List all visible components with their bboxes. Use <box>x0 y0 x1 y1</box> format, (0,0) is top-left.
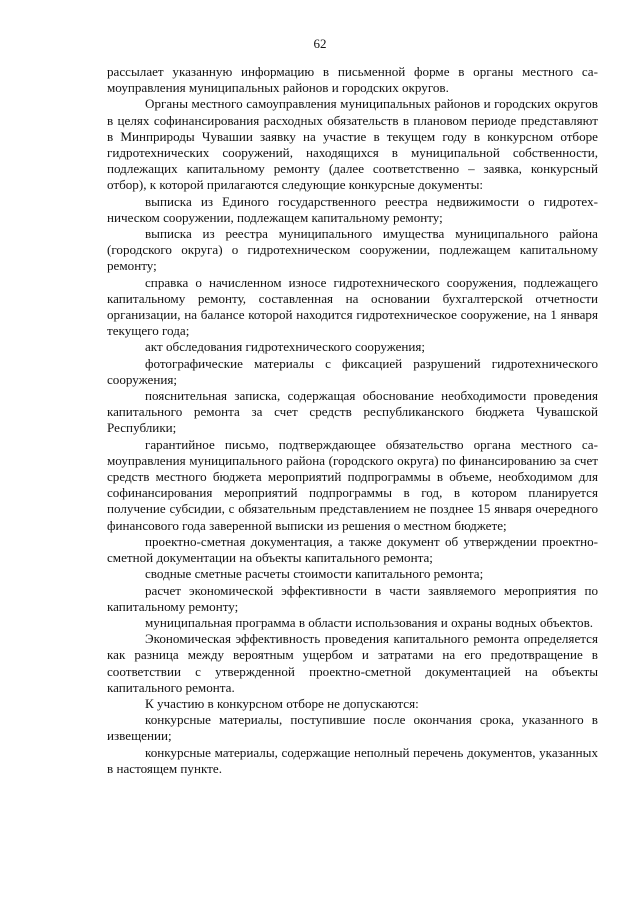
body-paragraph: фотографические материалы с фиксацией разрушений гидротехнического сооружения; <box>107 355 598 387</box>
body-paragraph: выписка из Единого государственного реестра недвижимости о гидротехническом сооружении, подлежащем капитальному ремонту; <box>107 193 598 225</box>
document-body <box>107 64 598 777</box>
body-paragraph: акт обследования гидротехнического сооружения; <box>145 339 426 355</box>
body-paragraph: рассылает указанную информацию в письменной форме в органы местного самоуправления муниципальных районов и городских округов. <box>107 64 598 96</box>
body-paragraph: К участию в конкурсном отборе не допускаются: <box>145 695 419 711</box>
body-paragraph: выписка из реестра муниципального имущества муниципального района (городского округа) о гидротехническом сооружении, подлежащем капитальному ремонту; <box>107 226 598 274</box>
body-paragraph: гарантийное письмо, подтверждающее обязательство органа местного самоуправления муниципального района (городского округа) по финансированию за счет средств местного бюджета мероприятий подпрограммы в объеме, необходимом для софинансирования мероприятий подпрограммы в год, в котором планируется получение субсидии, с обязательным представлением не позднее 15 января очередного финансового года заверенной выписки из решения о местном бюджете; <box>107 436 598 533</box>
body-paragraph: пояснительная записка, содержащая обоснование необходимости проведения капитального ремонта за счет средств республиканского бюджета Чувашской Республики; <box>107 388 598 436</box>
body-paragraph: Органы местного самоуправления муниципальных районов и городских округов в целях софинансирования расходных обязательств в плановом периоде представляют в Минприроды Чувашии заявку на участие в текущем году в конкурсном отборе гидротехнических сооружений, находящихся в муниципальной собственности, подлежащих капитальному ремонту (далее соответственно – заявка, конкурсный отбор), к которой прилагаются следующие конкурсные документы: <box>107 96 598 193</box>
body-paragraph: сводные сметные расчеты стоимости капитального ремонта; <box>145 566 484 582</box>
body-paragraph: муниципальная программа в области использования и охраны водных объектов. <box>145 614 594 630</box>
body-paragraph: расчет экономической эффективности в части заявляемого мероприятия по капитальному ремонту; <box>107 582 598 614</box>
page-number: 62 <box>313 36 327 51</box>
body-paragraph: конкурсные материалы, содержащие неполный перечень документов, указанных в настоящем пункте. <box>107 744 598 776</box>
body-paragraph: справка о начисленном износе гидротехнического сооружения, подлежащего капитальному ремонту, составленная на основании бухгалтерской отчетности организации, на балансе которой находится гидротехническое сооружение, на 1 января текущего года; <box>107 274 598 339</box>
body-paragraph: Экономическая эффективность проведения капитального ремонта определяется как разница между вероятным ущербом и затратами на его предотвращение в соответствии с утвержденной проектно-сметной документацией на объекты капитального ремонта. <box>107 631 598 695</box>
body-paragraph: проектно-сметная документация, а также документ об утверждении проектно-сметной документации на объекты капитального ремонта; <box>107 533 598 566</box>
body-paragraph: конкурсные материалы, поступившие после окончания срока, указанного в извещении; <box>107 712 598 744</box>
